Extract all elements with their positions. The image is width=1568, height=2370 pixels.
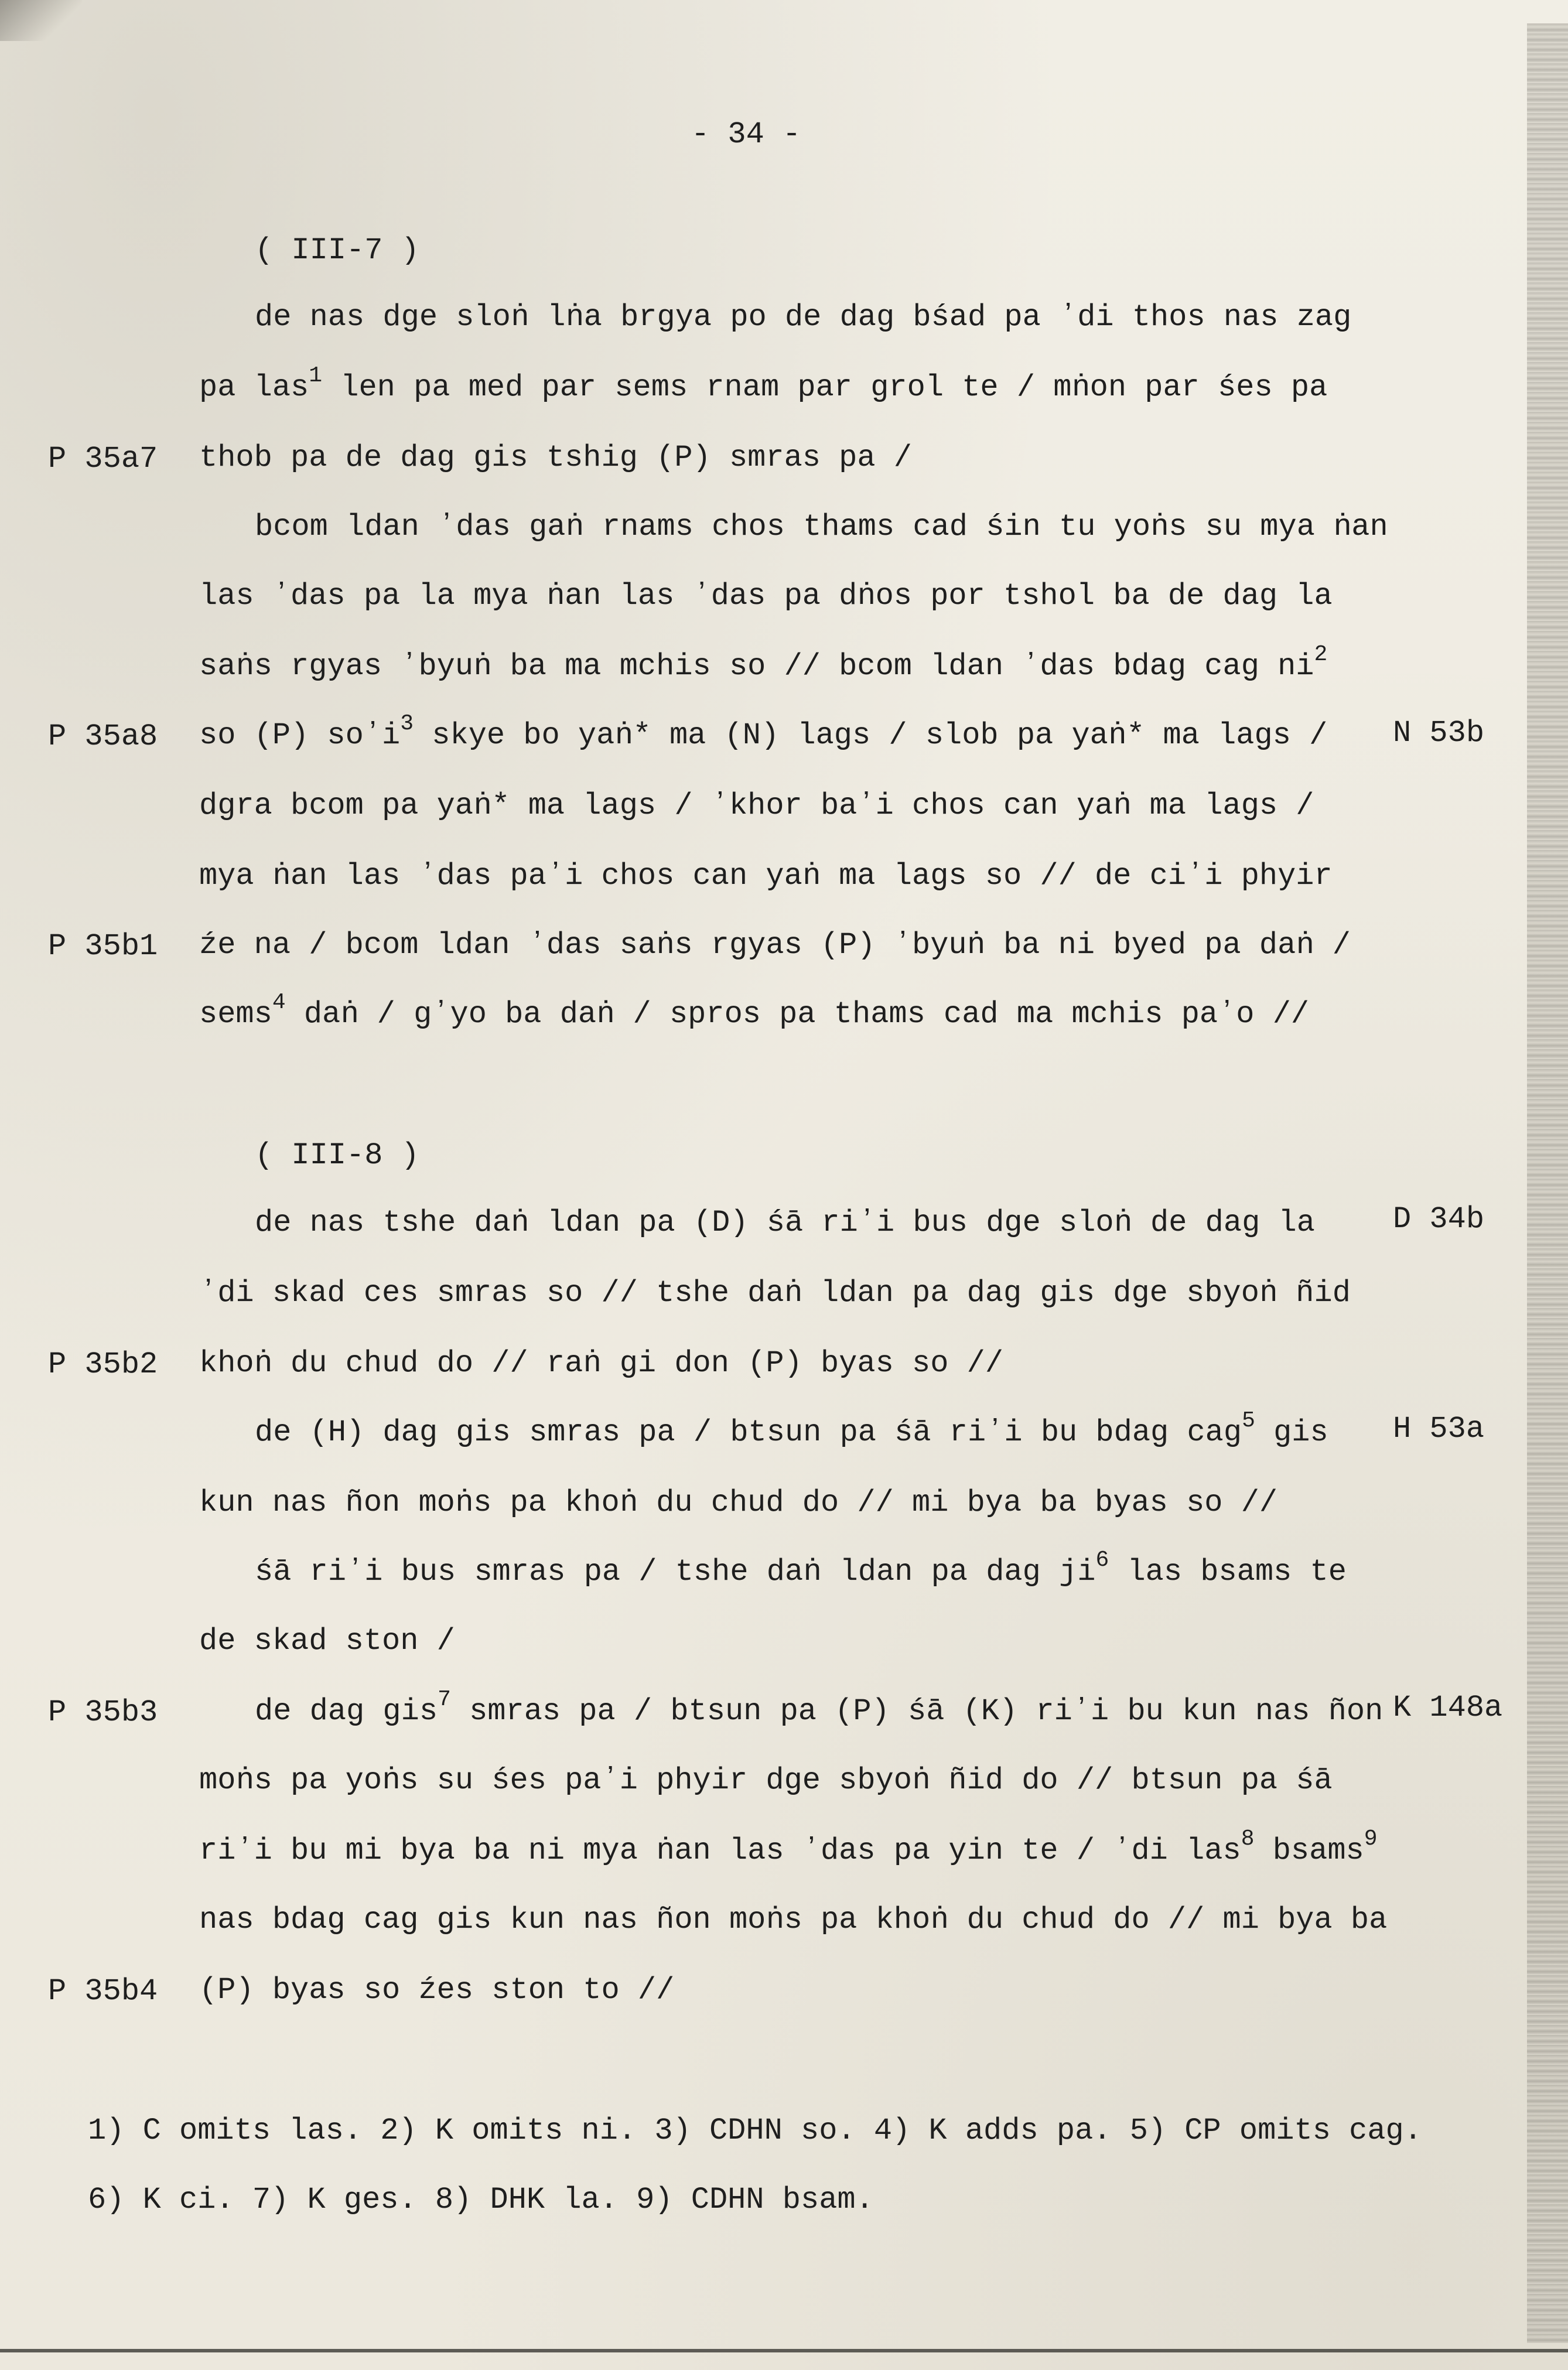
footnote-ref: 5 [1242, 1408, 1255, 1433]
margin-ref-right: N 53b [1393, 716, 1485, 750]
section-heading-iii-8: ( III-8 ) [255, 1138, 419, 1173]
footnote-line: 1) C omits las. 2) K omits ni. 3) CDHN so. 4) K adds pa. 5) CP omits cag. [88, 2113, 1422, 2148]
text-line: (P) byas so źes ston to // [199, 1973, 675, 2007]
footnote-ref: 3 [400, 711, 414, 736]
scan-shadow-corner [0, 0, 82, 41]
margin-ref-right: K 148a [1393, 1691, 1503, 1725]
text-line: de skad ston / [199, 1624, 455, 1658]
margin-ref-right: H 53a [1393, 1412, 1485, 1446]
margin-ref-left: P 35b4 [48, 1974, 158, 2009]
text-line: źe na / bcom ldan ʼdas saṅs rgyas (P) ʼbyuṅ ba ni byed pa daṅ / [199, 928, 1351, 962]
footnote-line: 6) K ci. 7) K ges. 8) DHK la. 9) CDHN bsam. [88, 2183, 874, 2217]
text-line: saṅs rgyas ʼbyuṅ ba ma mchis so // bcom ldan ʼdas bdag cag $ni^2$ [199, 641, 1328, 684]
footnote-ref: 2 [1314, 641, 1328, 667]
scan-bottom-edge [0, 2349, 1568, 2352]
page-number: - 34 - [691, 117, 801, 152]
text-line: mya ṅan las ʼdas paʼi chos can yaṅ ma lags so // de ciʼi phyir [199, 859, 1333, 893]
text-line: dgra bcom pa yaṅ* ma lags / ʼkhor baʼi chos can yaṅ ma lags / [199, 788, 1314, 823]
text-line: bcom ldan ʼdas gaṅ rnams chos thams cad śin tu yoṅs su mya ṅan [255, 510, 1388, 544]
text-line: moṅs pa yoṅs su śes paʼi phyir dge sbyoṅ ñid do // btsun pa śā [199, 1763, 1333, 1798]
section-heading-iii-7: ( III-7 ) [255, 233, 419, 268]
text-line: śā riʼi bus smras pa / tshe daṅ ldan pa dag $ji^6$ las bsams te [255, 1547, 1347, 1589]
text-line: nas bdag cag gis kun nas ñon moṅs pa khoṅ du chud do // mi bya ba [199, 1903, 1388, 1937]
text-line: so (P) soʼi$^3$ skye bo yaṅ* ma (N) lags / slob pa yaṅ* ma lags / [199, 711, 1328, 753]
margin-ref-left: P 35b3 [48, 1695, 158, 1730]
scan-binding-edge [1527, 23, 1568, 2343]
margin-ref-left: P 35a7 [48, 442, 158, 476]
text-line: riʼi bu mi bya ba ni mya ṅan las ʼdas pa yin te / ʼdi las$^8$ bsams$^9$ [199, 1826, 1378, 1868]
text-line: khoṅ du chud do // raṅ gi don (P) byas so // [199, 1346, 1004, 1381]
text-line: de dag gis$^7$ smras pa / btsun pa (P) śā (K) riʼi bu kun nas ñon [255, 1686, 1383, 1729]
text-line: de (H) dag gis smras pa / btsun pa śā riʼi bu bdag cag$^5$ gis [255, 1408, 1328, 1450]
footnote-ref: 1 [309, 363, 323, 388]
text-line: de nas tshe daṅ ldan pa (D) śā riʼi bus dge sloṅ de dag la [255, 1206, 1315, 1240]
margin-ref-left: P 35a8 [48, 719, 158, 754]
margin-ref-right: D 34b [1393, 1202, 1485, 1237]
footnote-ref: 8 [1241, 1826, 1255, 1852]
text-line: las ʼdas pa la mya ṅan las ʼdas pa dṅos por tshol ba de dag la [199, 579, 1333, 613]
footnote-ref: 6 [1095, 1547, 1109, 1573]
footnote-ref: 7 [438, 1686, 451, 1712]
text-line: kun nas ñon moṅs pa khoṅ du chud do // mi bya ba byas so // [199, 1485, 1278, 1520]
text-line: sems$^4$ daṅ / gʼyo ba daṅ / spros pa thams cad ma mchis paʼo // [199, 989, 1310, 1032]
text-line: de nas dge sloṅ lṅa brgya po de dag bśad pa ʼdi thos nas zag [255, 300, 1352, 334]
text-line: pa las$^1$ len pa med par sems rnam par grol te / mṅon par śes pa [199, 363, 1328, 405]
margin-ref-left: P 35b2 [48, 1347, 158, 1382]
margin-ref-left: P 35b1 [48, 929, 158, 964]
text-line: thob pa de dag gis tshig (P) smras pa / [199, 440, 912, 475]
footnote-ref: 9 [1364, 1826, 1378, 1852]
footnote-ref: 4 [272, 989, 286, 1015]
text-line: ʼdi skad ces smras so // tshe daṅ ldan pa dag gis dge sbyoṅ ñid [199, 1276, 1351, 1310]
